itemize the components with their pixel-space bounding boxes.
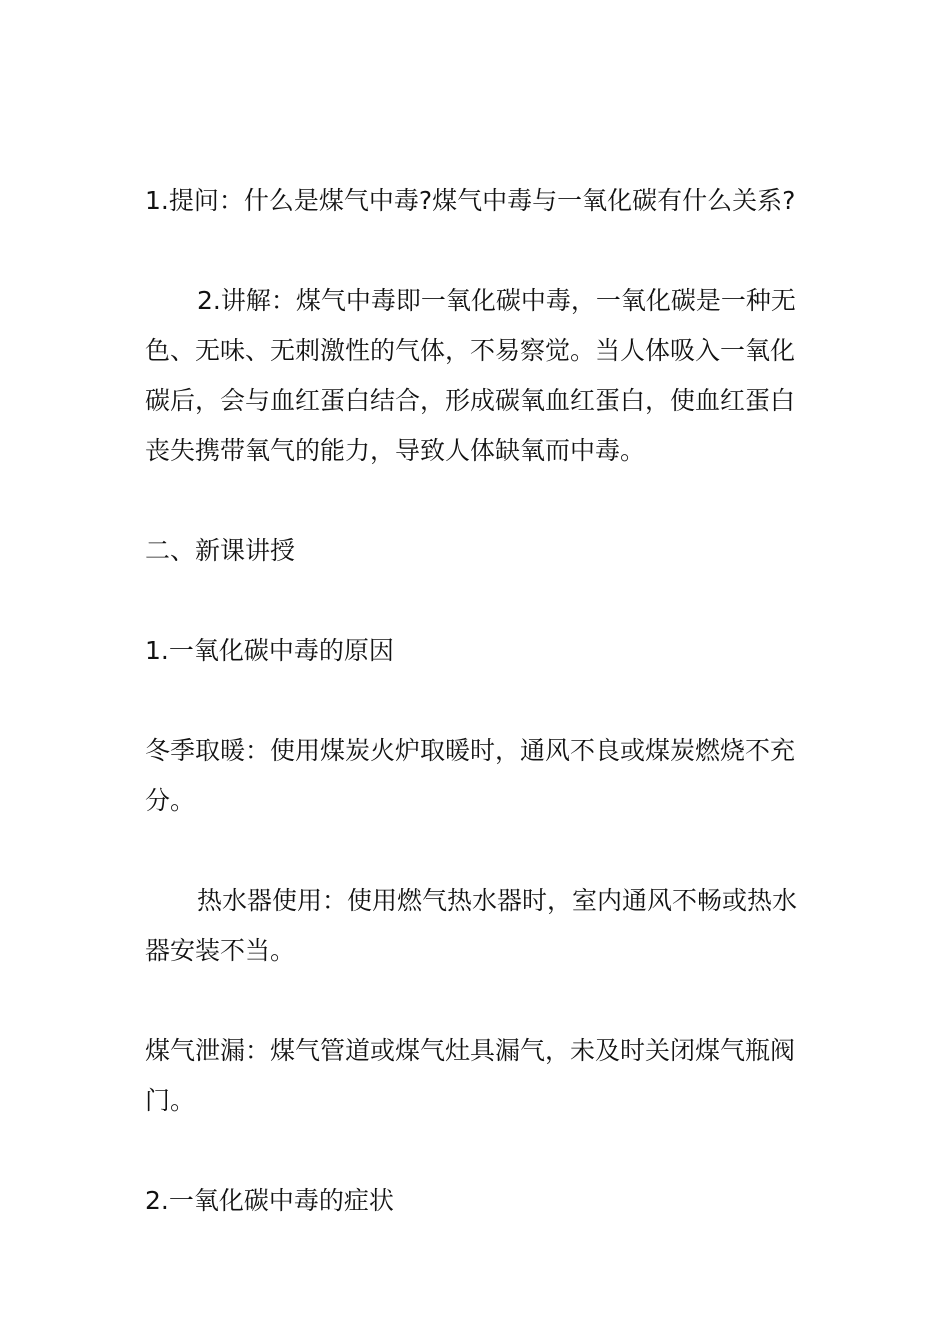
question-paragraph: 1.提问：什么是煤气中毒?煤气中毒与一氧化碳有什么关系? [145, 186, 796, 215]
section-heading: 二、新课讲授 [145, 536, 296, 565]
explanation-paragraph: 2.讲解：煤气中毒即一氧化碳中毒，一氧化碳是一种无色、无味、无刺激性的气体，不易察觉。当人体吸入一氧化碳后，会与血红蛋白结合，形成碳氧血红蛋白，使血红蛋白丧失携带氧气的能力，导致人体缺氧而中毒。 [145, 286, 796, 465]
cause-gas-leak-paragraph: 煤气泄漏：煤气管道或煤气灶具漏气，未及时关闭煤气瓶阀门。 [145, 1036, 796, 1115]
subsection-heading-symptoms: 2.一氧化碳中毒的症状 [145, 1186, 394, 1215]
subsection-heading-causes: 1.一氧化碳中毒的原因 [145, 636, 394, 665]
cause-heating-paragraph: 冬季取暖：使用煤炭火炉取暖时，通风不良或煤炭燃烧不充分。 [145, 736, 796, 815]
cause-water-heater-paragraph: 热水器使用：使用燃气热水器时，室内通风不畅或热水器安装不当。 [145, 886, 798, 965]
